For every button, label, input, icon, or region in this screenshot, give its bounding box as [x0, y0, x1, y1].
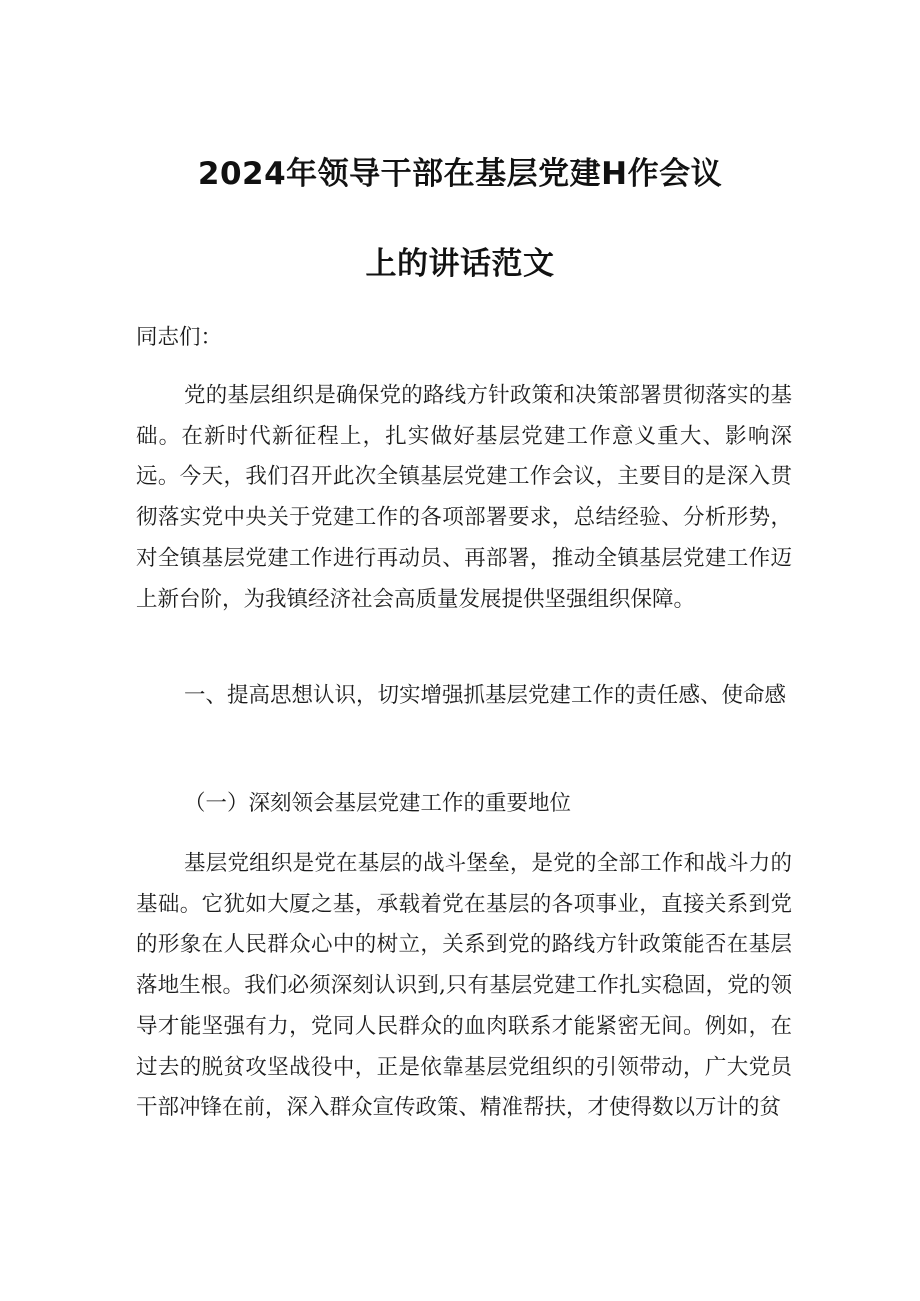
section-heading-1: 一、提高思想认识，切实增强抓基层党建工作的责任感、使命感 [184, 683, 787, 708]
paragraph-body-1: 基层党组织是党在基层的战斗堡垒，是党的全部工作和战斗力的基础。它犹如大厦之基，承载着党在基层的各项事业，直接关系到党的形象在人民群众心中的树立，关系到党的路线方针政策能否在基层落地生根。我们必须深刻认识到,只有基层党建工作扎实稳固，党的领导才能坚强有力，党同人民群众的血肉联系才能紧密无间。例如，在过去的脱贫攻坚战役中，正是依靠基层党组织的引领带动，广大党员干部冲锋在前，深入群众宣传政策、精准帮扶，才使得数以万计的贫 [136, 851, 792, 1121]
paragraph-intro: 党的基层组织是确保党的路线方针政策和决策部署贯彻落实的基础。在新时代新征程上，扎实做好基层党建工作意义重大、影响深远。今天，我们召开此次全镇基层党建工作会议，主要目的是深入贯彻落实党中央关于党建工作的各项部署要求，总结经验、分析形势，对全镇基层党建工作进行再动员、再部署，推动全镇基层党建工作迈上新台阶，为我镇经济社会高质量发展提供坚强组织保障。 [136, 383, 792, 612]
document-title-line-2: 上的讲话范文 [365, 246, 555, 282]
subsection-heading-1: （一）深刻领会基层党建工作的重要地位 [184, 791, 572, 816]
salutation: 同志们： [136, 325, 223, 350]
document-title-line-1: 2024年领导干部在基层党建H作会议 [197, 156, 723, 192]
